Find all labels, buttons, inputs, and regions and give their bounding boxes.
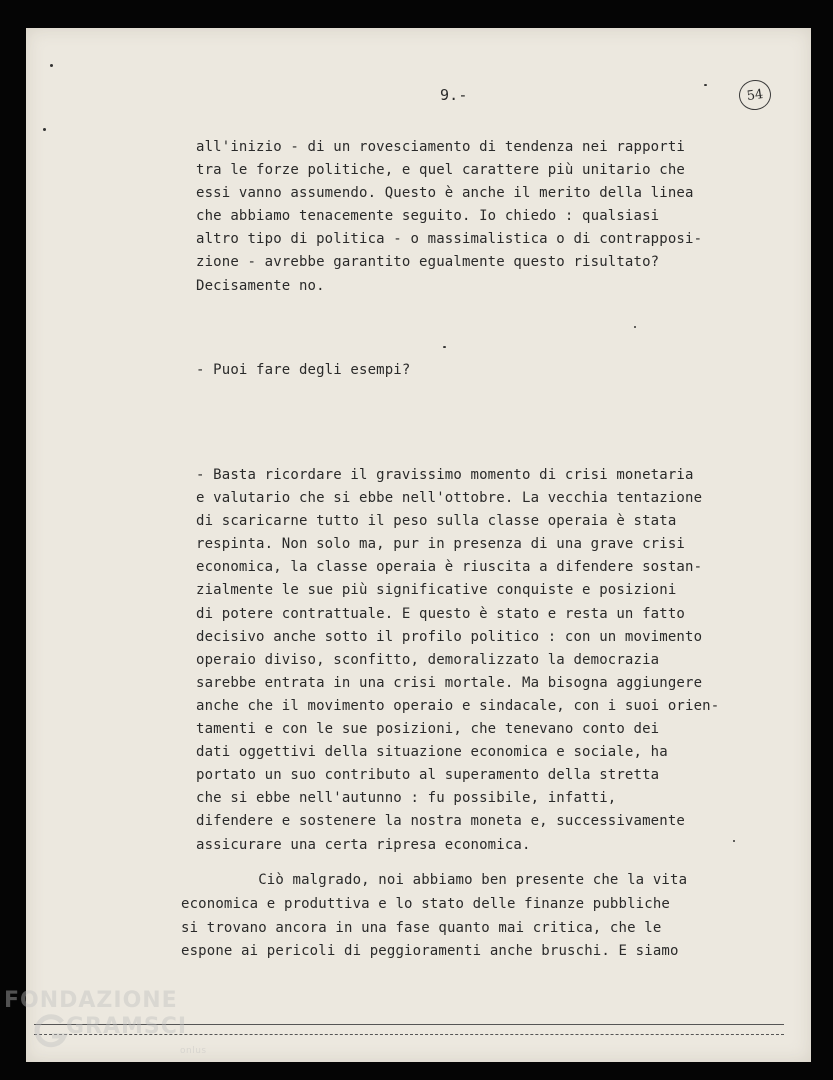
watermark-line-1: FONDAZIONE (4, 988, 178, 1013)
paragraph-3: Ciò malgrado, noi abbiamo ben presente che la vita economica e produttiva e lo stato delle finanze pubbliche si trovano ancora in una fase quanto mai critica, che le espone ai pericoli di peggioramenti anche bruschi. E siamo (181, 872, 688, 960)
watermark-line-2: GRAMSCI (66, 1014, 188, 1039)
archive-page-stamp: 54 (737, 78, 773, 112)
paper-speck (704, 84, 707, 86)
paper-speck (43, 128, 46, 131)
archive-watermark (4, 988, 207, 1056)
paper-speck (733, 840, 735, 842)
paper-speck (634, 326, 636, 328)
interview-answer: - Basta ricordare il gravissimo momento di crisi monetaria e valutario che si ebbe nell'ottobre. La vecchia tentazione di scaricarne tutto il peso sulla classe operaia è stata respinta. Non solo ma, pur in presenza di una grave crisi economica, la classe operaia è riuscita a difendere sostan- zialmente le sue più significative conquiste e posizioni di potere contrattuale. E questo è stato e resta un fatto decisivo anche sotto il profilo politico : con un movimento operaio diviso, sconfitto, demoralizzato la democrazia sarebbe entrata in una crisi mortale. Ma bisogna aggiungere anche che il movimento operaio e sindacale, con i suoi orien- tamenti e con le sue posizioni, che tenevano conto dei dati oggettivi della situazione economica e sociale, ha portato un suo contributo al superamento della stretta che si ebbe nell'autunno : fu possibile, infatti, difendere e sostenere la nostra moneta e, successivamente assicurare una certa ripresa economica. (196, 467, 720, 853)
paragraph-1: all'inizio - di un rovesciamento di tendenza nei rapporti tra le forze politiche, e quel carattere più unitario che essi vanno assumendo. Questo è anche il merito della linea che abbiamo tenacemente seguito. Io chiedo : qualsiasi altro tipo di politica - o massimalistica o di contrapposi- zione - avrebbe garantito egualmente questo risultato? Decisamente no. (196, 139, 703, 294)
gramsci-logo-icon (32, 1014, 68, 1050)
watermark-line-3: onlus (180, 1046, 207, 1056)
document-page (26, 28, 811, 1062)
paper-speck (50, 64, 53, 67)
interview-question: - Puoi fare degli esempi? (196, 362, 411, 378)
paper-speck (443, 346, 446, 348)
page-number: 9.- (440, 86, 468, 104)
